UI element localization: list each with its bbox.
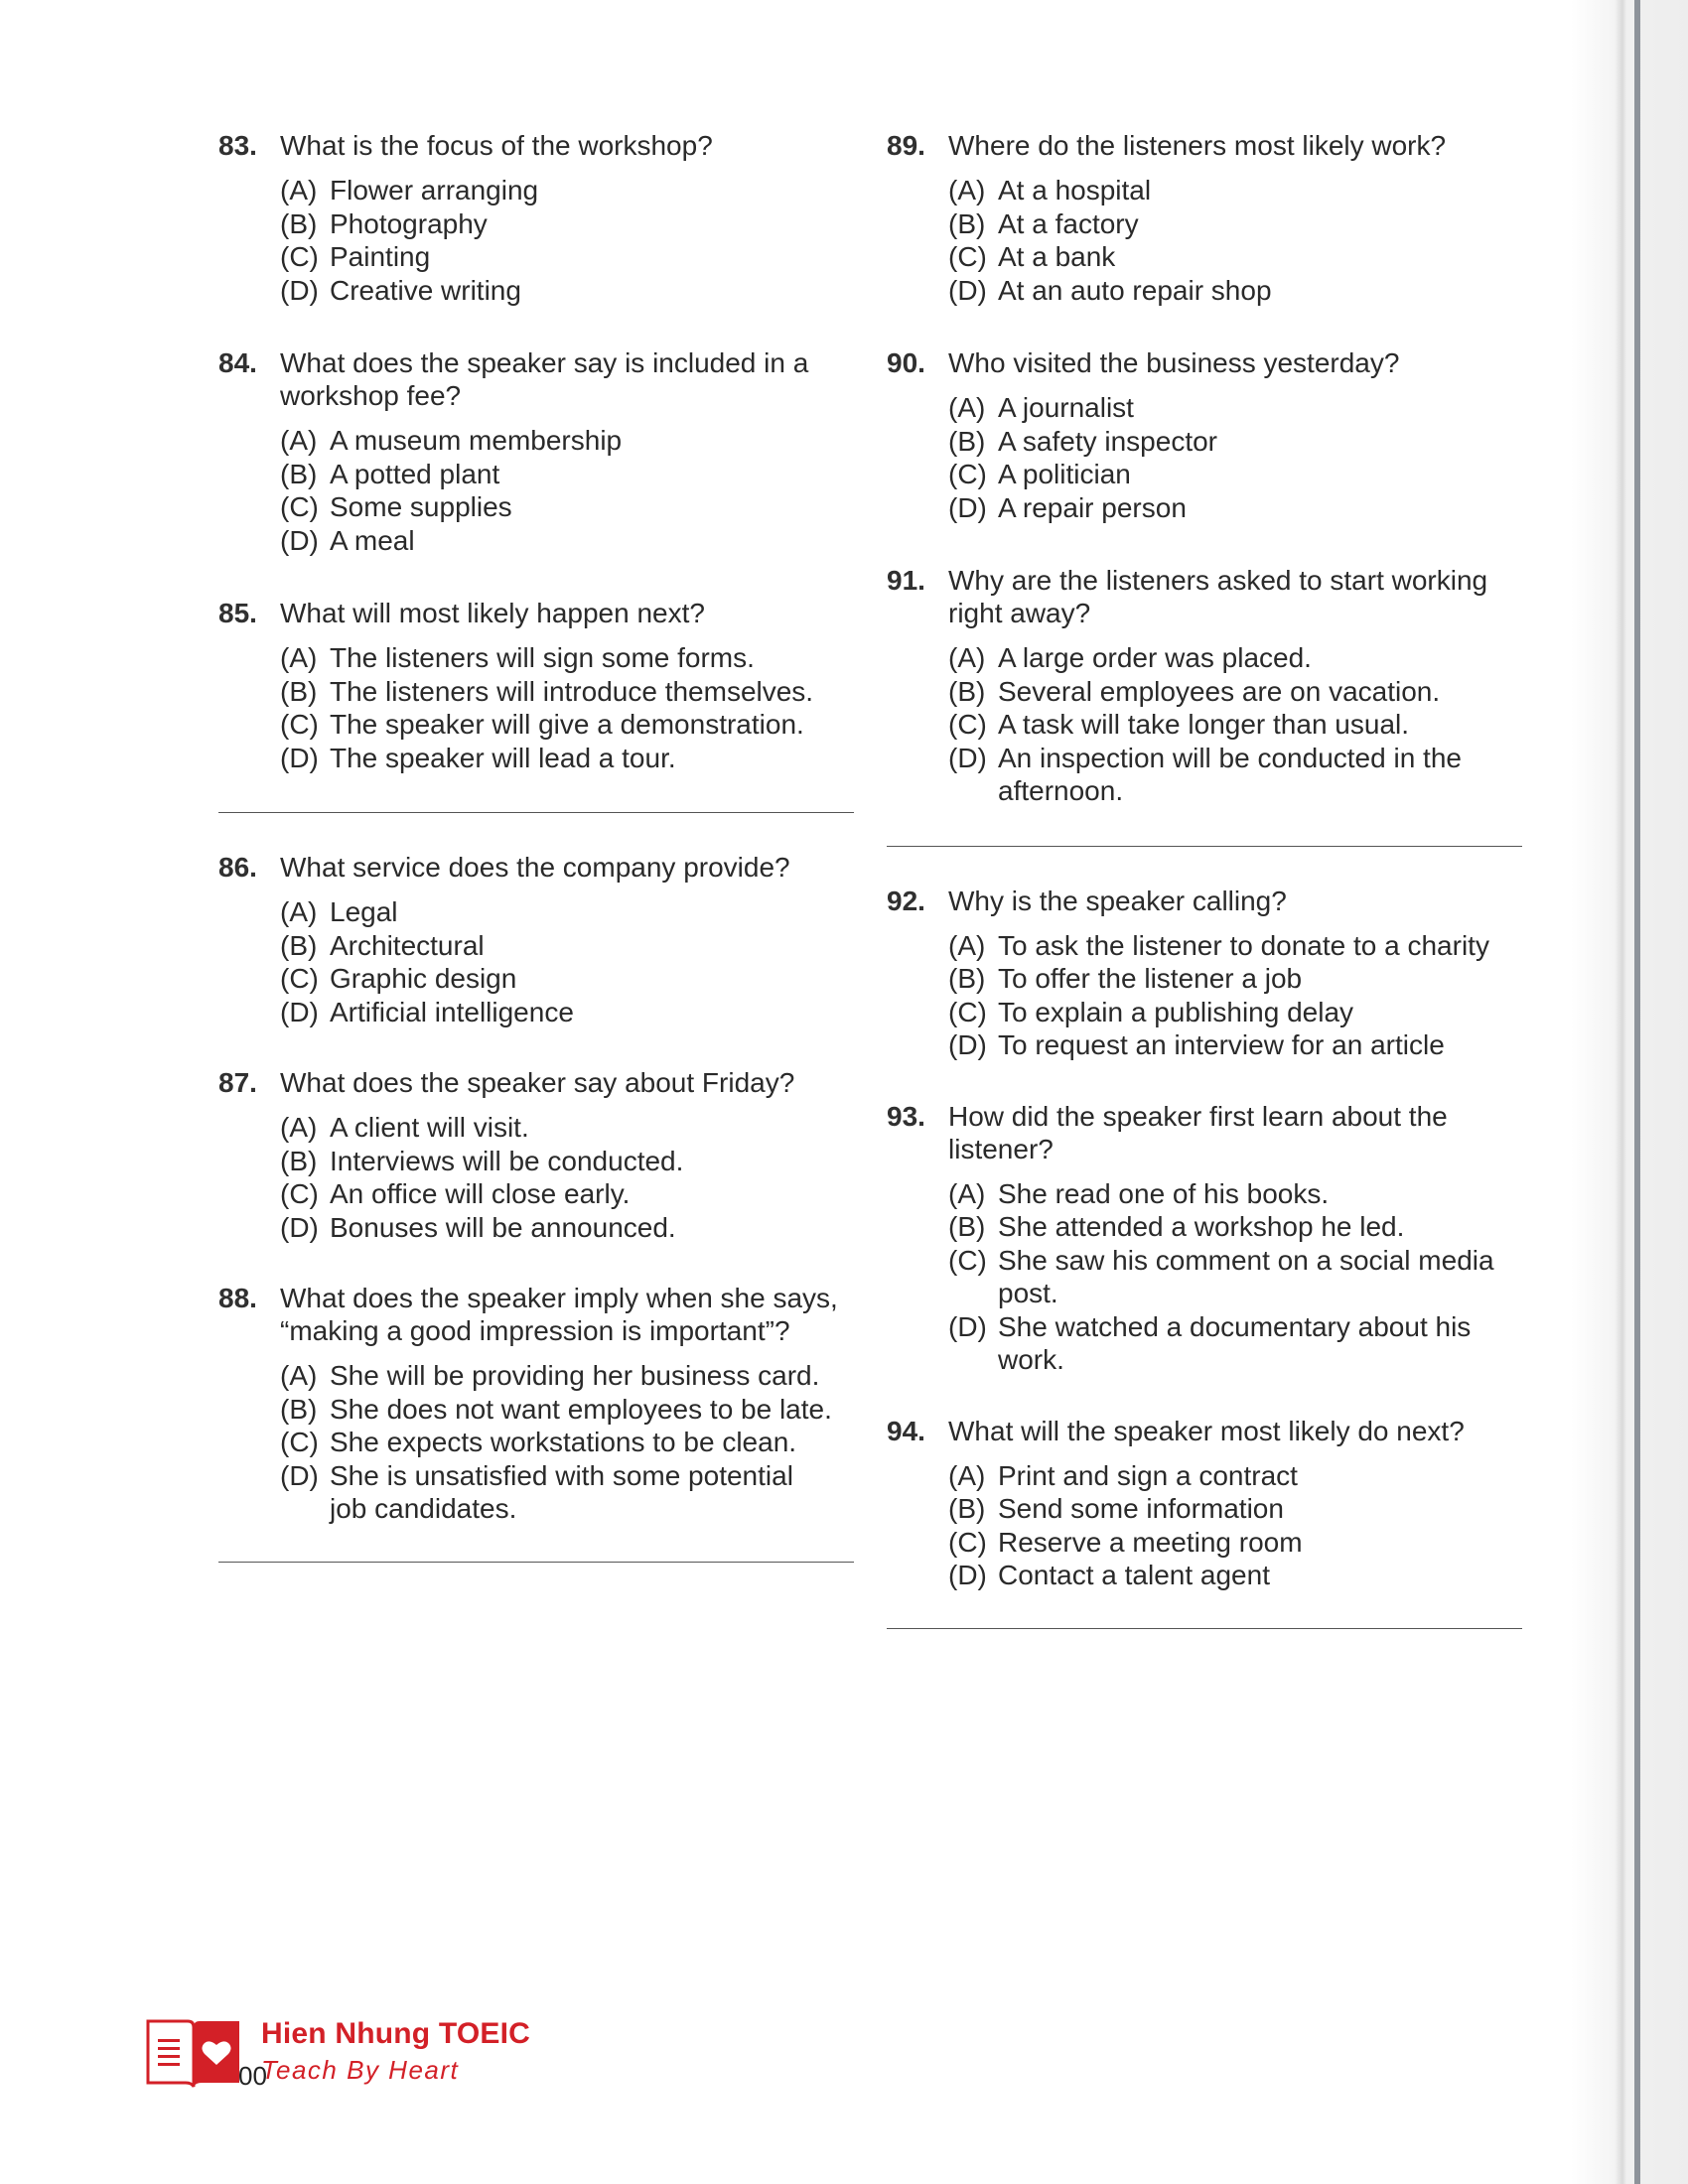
- option-a[interactable]: (A) A journalist: [948, 392, 1134, 423]
- option-a[interactable]: (A) A museum membership: [280, 425, 623, 456]
- scan-page-edge: [1571, 0, 1688, 2184]
- question-text: What does the speaker say is included in a workshop fee?: [280, 347, 809, 411]
- option-c[interactable]: (C) At a bank: [948, 241, 1116, 272]
- question-number: 87.: [218, 1067, 257, 1098]
- option-b[interactable]: (B) Send some information: [948, 1493, 1284, 1524]
- option-d[interactable]: (D) An inspection will be conducted in the afternoon.: [948, 742, 1462, 806]
- option-d[interactable]: (D) Artificial intelligence: [280, 996, 574, 1027]
- question-text: What will the speaker most likely do next?: [948, 1415, 1465, 1446]
- option-c[interactable]: (C) Reserve a meeting room: [948, 1526, 1303, 1558]
- question-number: 93.: [887, 1100, 925, 1132]
- option-a[interactable]: (A) Legal: [280, 896, 398, 927]
- option-a[interactable]: (A) She will be providing her business card.: [280, 1360, 820, 1391]
- option-a[interactable]: (A) A client will visit.: [280, 1112, 529, 1143]
- option-b[interactable]: (B) Interviews will be conducted.: [280, 1145, 684, 1176]
- option-b[interactable]: (B) The listeners will introduce themselves.: [280, 675, 814, 707]
- question-93: [887, 1100, 1522, 1377]
- option-b[interactable]: (B) She attended a workshop he led.: [948, 1211, 1405, 1242]
- question-text: What service does the company provide?: [280, 852, 790, 883]
- option-c[interactable]: (C) She saw his comment on a social media post.: [948, 1244, 1494, 1308]
- option-b[interactable]: (B) A safety inspector: [948, 425, 1218, 457]
- option-d[interactable]: (D) Creative writing: [280, 274, 521, 306]
- question-90: [887, 346, 1522, 524]
- answer-options: [280, 1359, 854, 1526]
- question-text: Why are the listeners asked to start working right away?: [948, 565, 1488, 628]
- question-text: Who visited the business yesterday?: [948, 347, 1400, 378]
- question-number: 83.: [218, 130, 257, 161]
- question-number: 84.: [218, 347, 257, 378]
- option-a[interactable]: (A) Print and sign a contract: [948, 1459, 1298, 1491]
- question-91: [887, 564, 1522, 808]
- option-c[interactable]: (C) A politician: [948, 459, 1131, 489]
- section-divider: [887, 1628, 1522, 1629]
- question-text: How did the speaker first learn about the listener?: [948, 1100, 1448, 1164]
- question-86: [218, 851, 854, 1028]
- option-a[interactable]: (A) At a hospital: [948, 175, 1152, 205]
- question-text: Where do the listeners most likely work?: [948, 130, 1447, 161]
- section-divider: [887, 846, 1522, 847]
- option-b[interactable]: (B) Several employees are on vacation.: [948, 675, 1441, 707]
- option-d[interactable]: (D) Bonuses will be announced.: [280, 1211, 676, 1243]
- option-c[interactable]: (C) Painting: [280, 241, 431, 272]
- option-a[interactable]: (A) To ask the listener to donate to a charity: [948, 929, 1489, 961]
- section-divider: [218, 1562, 854, 1563]
- option-c[interactable]: (C) A task will take longer than usual.: [948, 709, 1410, 740]
- brand-name: Hien Nhung TOEIC: [261, 2017, 530, 2050]
- page-number: 00: [238, 2061, 267, 2091]
- option-c[interactable]: (C) To explain a publishing delay: [948, 996, 1354, 1027]
- question-number: 94.: [887, 1415, 925, 1446]
- option-b[interactable]: (B) At a factory: [948, 207, 1139, 239]
- question-number: 92.: [887, 885, 925, 916]
- answer-options: [280, 174, 854, 307]
- option-c[interactable]: (C) An office will close early.: [280, 1178, 631, 1209]
- question-84: [218, 346, 854, 557]
- section-divider: [218, 812, 854, 813]
- option-b[interactable]: (B) Architectural: [280, 929, 485, 961]
- question-number: 88.: [218, 1283, 257, 1313]
- answer-options: [948, 391, 1522, 524]
- question-text: What will most likely happen next?: [280, 598, 705, 628]
- answer-options: [948, 1459, 1522, 1592]
- question-number: 91.: [887, 565, 925, 596]
- option-d[interactable]: (D) A meal: [280, 524, 415, 556]
- book-heart-icon: [144, 2015, 243, 2093]
- question-number: 86.: [218, 852, 257, 883]
- question-94: [887, 1415, 1522, 1592]
- option-d[interactable]: (D) To request an interview for an article: [948, 1029, 1445, 1060]
- option-d[interactable]: (D) Contact a talent agent: [948, 1560, 1270, 1590]
- option-b[interactable]: (B) Photography: [280, 207, 488, 239]
- option-d[interactable]: (D) She is unsatisfied with some potential job candidates.: [280, 1459, 793, 1524]
- question-number: 89.: [887, 130, 925, 161]
- brand-tagline: Teach By Heart: [261, 2055, 460, 2085]
- question-87: [218, 1066, 854, 1244]
- option-c[interactable]: (C) Graphic design: [280, 963, 517, 994]
- question-text: Why is the speaker calling?: [948, 885, 1287, 916]
- option-a[interactable]: (A) Flower arranging: [280, 175, 539, 205]
- option-a[interactable]: (A) She read one of his books.: [948, 1177, 1330, 1209]
- question-83: [218, 129, 854, 307]
- question-number: 85.: [218, 598, 257, 628]
- option-c[interactable]: (C) Some supplies: [280, 491, 512, 522]
- question-89: [887, 129, 1522, 307]
- answer-options: [280, 1111, 854, 1244]
- question-88: [218, 1282, 854, 1526]
- question-85: [218, 597, 854, 774]
- brand-logo: [144, 2015, 561, 2100]
- question-number: 90.: [887, 347, 925, 378]
- option-b[interactable]: (B) To offer the listener a job: [948, 963, 1303, 994]
- answer-options: [948, 1177, 1522, 1377]
- answer-options: [948, 641, 1522, 808]
- option-a[interactable]: (A) The listeners will sign some forms.: [280, 642, 755, 673]
- answer-options: [948, 174, 1522, 307]
- option-a[interactable]: (A) A large order was placed.: [948, 642, 1312, 673]
- question-text: What is the focus of the workshop?: [280, 130, 713, 161]
- answer-options: [948, 929, 1522, 1062]
- option-b[interactable]: (B) She does not want employees to be late.: [280, 1393, 832, 1425]
- option-d[interactable]: (D) The speaker will lead a tour.: [280, 742, 676, 773]
- option-c[interactable]: (C) The speaker will give a demonstration.: [280, 709, 804, 740]
- option-c[interactable]: (C) She expects workstations to be clean.: [280, 1427, 797, 1457]
- left-column: [218, 129, 854, 1563]
- right-column: [887, 129, 1522, 1629]
- question-text: What does the speaker say about Friday?: [280, 1067, 795, 1098]
- option-d[interactable]: (D) She watched a documentary about his work.: [948, 1310, 1472, 1375]
- option-d[interactable]: (D) At an auto repair shop: [948, 274, 1272, 306]
- answer-options: [280, 424, 854, 557]
- answer-options: [280, 641, 854, 774]
- option-b[interactable]: (B) A potted plant: [280, 458, 500, 489]
- question-92: [887, 885, 1522, 1062]
- option-d[interactable]: (D) A repair person: [948, 491, 1187, 523]
- question-text: What does the speaker imply when she says, “making a good impression is important”?: [280, 1283, 838, 1346]
- answer-options: [280, 895, 854, 1028]
